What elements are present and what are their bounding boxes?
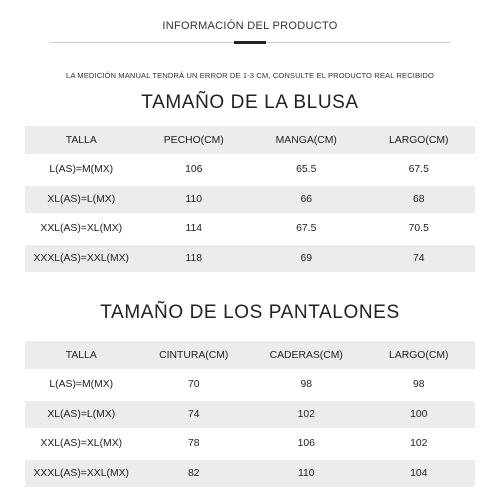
value-cell: 104 <box>363 458 476 488</box>
table-header-row <box>25 126 475 154</box>
column-header: CADERAS(CM) <box>250 341 363 369</box>
value-cell: 69 <box>250 243 363 273</box>
table-row <box>25 369 475 399</box>
size-cell: XXL(AS)=XL(MX) <box>25 428 138 458</box>
value-cell: 74 <box>363 243 476 273</box>
size-cell: L(AS)=M(MX) <box>25 154 138 184</box>
value-cell: 67.5 <box>363 154 476 184</box>
blouse-size-title: TAMAÑO DE LA BLUSA <box>141 92 359 113</box>
value-cell: 102 <box>250 399 363 429</box>
column-header: CINTURA(CM) <box>138 341 251 369</box>
table-row <box>25 399 475 429</box>
column-header: LARGO(CM) <box>363 341 476 369</box>
value-cell: 65.5 <box>250 154 363 184</box>
value-cell: 70 <box>138 369 251 399</box>
value-cell: 67.5 <box>250 213 363 243</box>
value-cell: 102 <box>363 428 476 458</box>
value-cell: 82 <box>138 458 251 488</box>
value-cell: 74 <box>138 399 251 429</box>
table-row <box>25 243 475 273</box>
pants-size-title: TAMAÑO DE LOS PANTALONES <box>100 302 400 323</box>
table-row <box>25 184 475 214</box>
size-cell: XL(AS)=L(MX) <box>25 184 138 214</box>
value-cell: 68 <box>363 184 476 214</box>
value-cell: 100 <box>363 399 476 429</box>
size-cell: XL(AS)=L(MX) <box>25 399 138 429</box>
size-cell: XXXL(AS)=XXL(MX) <box>25 243 138 273</box>
pants-size-table <box>25 341 475 487</box>
value-cell: 106 <box>250 428 363 458</box>
value-cell: 66 <box>250 184 363 214</box>
column-header: TALLA <box>25 341 138 369</box>
column-header: MANGA(CM) <box>250 126 363 154</box>
measurement-note: LA MEDICIÓN MANUAL TENDRÁ UN ERROR DE 1-3 CM, CONSULTE EL PRODUCTO REAL RECIBIDO <box>66 71 434 80</box>
size-cell: L(AS)=M(MX) <box>25 369 138 399</box>
value-cell: 70.5 <box>363 213 476 243</box>
column-header: TALLA <box>25 126 138 154</box>
value-cell: 106 <box>138 154 251 184</box>
column-header: LARGO(CM) <box>363 126 476 154</box>
table-row <box>25 458 475 488</box>
table-row <box>25 428 475 458</box>
table-row <box>25 154 475 184</box>
value-cell: 78 <box>138 428 251 458</box>
value-cell: 110 <box>138 184 251 214</box>
value-cell: 118 <box>138 243 251 273</box>
size-cell: XXXL(AS)=XXL(MX) <box>25 458 138 488</box>
value-cell: 98 <box>250 369 363 399</box>
value-cell: 114 <box>138 213 251 243</box>
product-info-heading: INFORMACIÓN DEL PRODUCTO <box>162 20 338 32</box>
size-cell: XXL(AS)=XL(MX) <box>25 213 138 243</box>
column-header: PECHO(CM) <box>138 126 251 154</box>
value-cell: 110 <box>250 458 363 488</box>
table-header-row <box>25 341 475 369</box>
table-row <box>25 213 475 243</box>
header-divider-accent <box>234 41 266 44</box>
value-cell: 98 <box>363 369 476 399</box>
blouse-size-table <box>25 126 475 272</box>
